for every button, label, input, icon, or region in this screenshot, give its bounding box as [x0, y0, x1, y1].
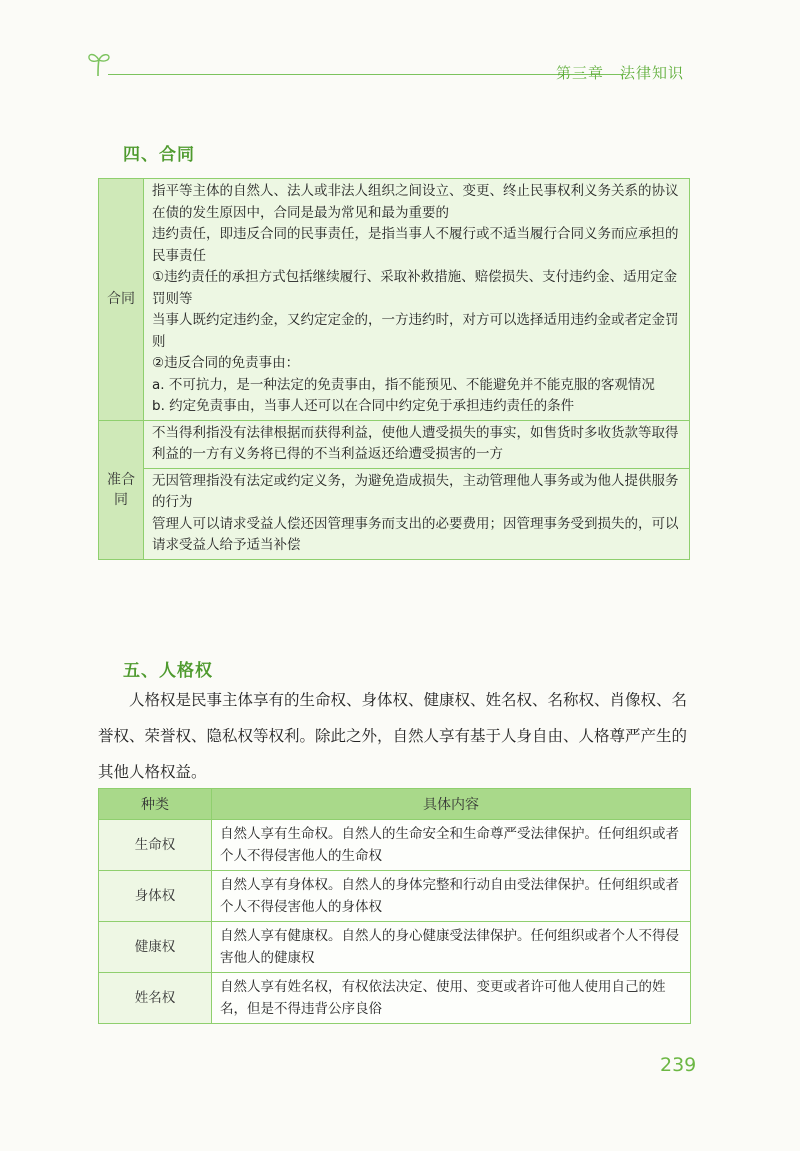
contract-table	[98, 178, 690, 560]
table-row	[99, 871, 691, 922]
category-cell	[99, 420, 144, 559]
content-line: 管理人可以请求受益人偿还因管理事务而支出的必要费用；因管理事务受到损失的，可以请求受益人给予适当补偿	[152, 515, 679, 553]
intro-paragraph	[98, 682, 698, 790]
kind-cell: 生命权	[99, 820, 212, 871]
personality-rights-table	[98, 788, 691, 1024]
kind-cell: 姓名权	[99, 973, 212, 1024]
column-header: 具体内容	[212, 789, 691, 820]
kind-cell: 身体权	[99, 871, 212, 922]
content-cell	[144, 420, 690, 468]
category-line: 同	[114, 491, 128, 508]
kind-cell: 健康权	[99, 922, 212, 973]
content-line: 当事人既约定违约金，又约定定金的，一方违约时，对方可以选择适用违约金或者定金罚则	[152, 312, 679, 350]
content-line: 指平等主体的自然人、法人或非法人组织之间设立、变更、终止民事权利义务关系的协议	[152, 183, 679, 199]
paragraph-text: 人格权是民事主体享有的生命权、身体权、健康权、姓名权、名称权、肖像权、名誉权、荣誉权、隐私权等权利。除此之外，自然人享有基于人身自由、人格尊严产生的其他人格权益。	[98, 691, 688, 781]
content-cell: 自然人享有生命权。自然人的生命安全和生命尊严受法律保护。任何组织或者个人不得侵害他人的生命权	[212, 820, 691, 871]
table-row	[99, 420, 690, 468]
content-cell: 自然人享有身体权。自然人的身体完整和行动自由受法律保护。任何组织或者个人不得侵害他人的身体权	[212, 871, 691, 922]
content-line: 不当得利指没有法律根据而获得利益，使他人遭受损失的事实，如售货时多收货款等取得利益的一方有义务将已得的不当利益返还给遭受损害的一方	[152, 424, 679, 462]
content-line: 无因管理指没有法定或约定义务，为避免造成损失，主动管理他人事务或为他人提供服务的行为	[152, 472, 679, 510]
content-line: 在债的发生原因中，合同是最为常见和最为重要的	[152, 204, 449, 221]
table-row	[99, 820, 691, 871]
category-line: 准合	[107, 471, 135, 488]
page-header	[86, 48, 706, 84]
section-title-personality-rights: 五、人格权	[123, 661, 213, 681]
table-row	[99, 922, 691, 973]
content-line: b. 约定免责事由，当事人还可以在合同中约定免于承担违约责任的条件	[152, 398, 575, 414]
page-number: 239	[660, 1054, 697, 1076]
content-cell: 自然人享有姓名权，有权依法决定、使用、变更或者许可他人使用自己的姓名，但是不得违背公序良俗	[212, 973, 691, 1024]
content-line: 违约责任，即违反合同的民事责任，是指当事人不履行或不适当履行合同义务而应承担的民事责任	[152, 226, 679, 264]
content-cell	[144, 468, 690, 559]
section-title-contract: 四、合同	[123, 145, 195, 165]
content-cell: 自然人享有健康权。自然人的身心健康受法律保护。任何组织或者个人不得侵害他人的健康权	[212, 922, 691, 973]
column-header: 种类	[99, 789, 212, 820]
category-cell: 合同	[99, 179, 144, 421]
content-line: a. 不可抗力，是一种法定的免责事由，指不能预见、不能避免并不能克服的客观情况	[152, 376, 655, 393]
content-cell	[144, 179, 690, 421]
table-header-row	[99, 789, 691, 820]
table-row	[99, 973, 691, 1024]
content-line: ①违约责任的承担方式包括继续履行、采取补救措施、赔偿损失、支付违约金、适用定金罚则等	[152, 269, 678, 307]
content-line: ②违反合同的免责事由：	[152, 355, 300, 371]
table-row	[99, 179, 690, 421]
chapter-heading	[556, 62, 700, 83]
header-rule	[108, 74, 626, 75]
table-row	[99, 468, 690, 559]
chapter-title: 法律知识	[620, 64, 685, 82]
chapter-label: 第三章	[556, 64, 605, 82]
